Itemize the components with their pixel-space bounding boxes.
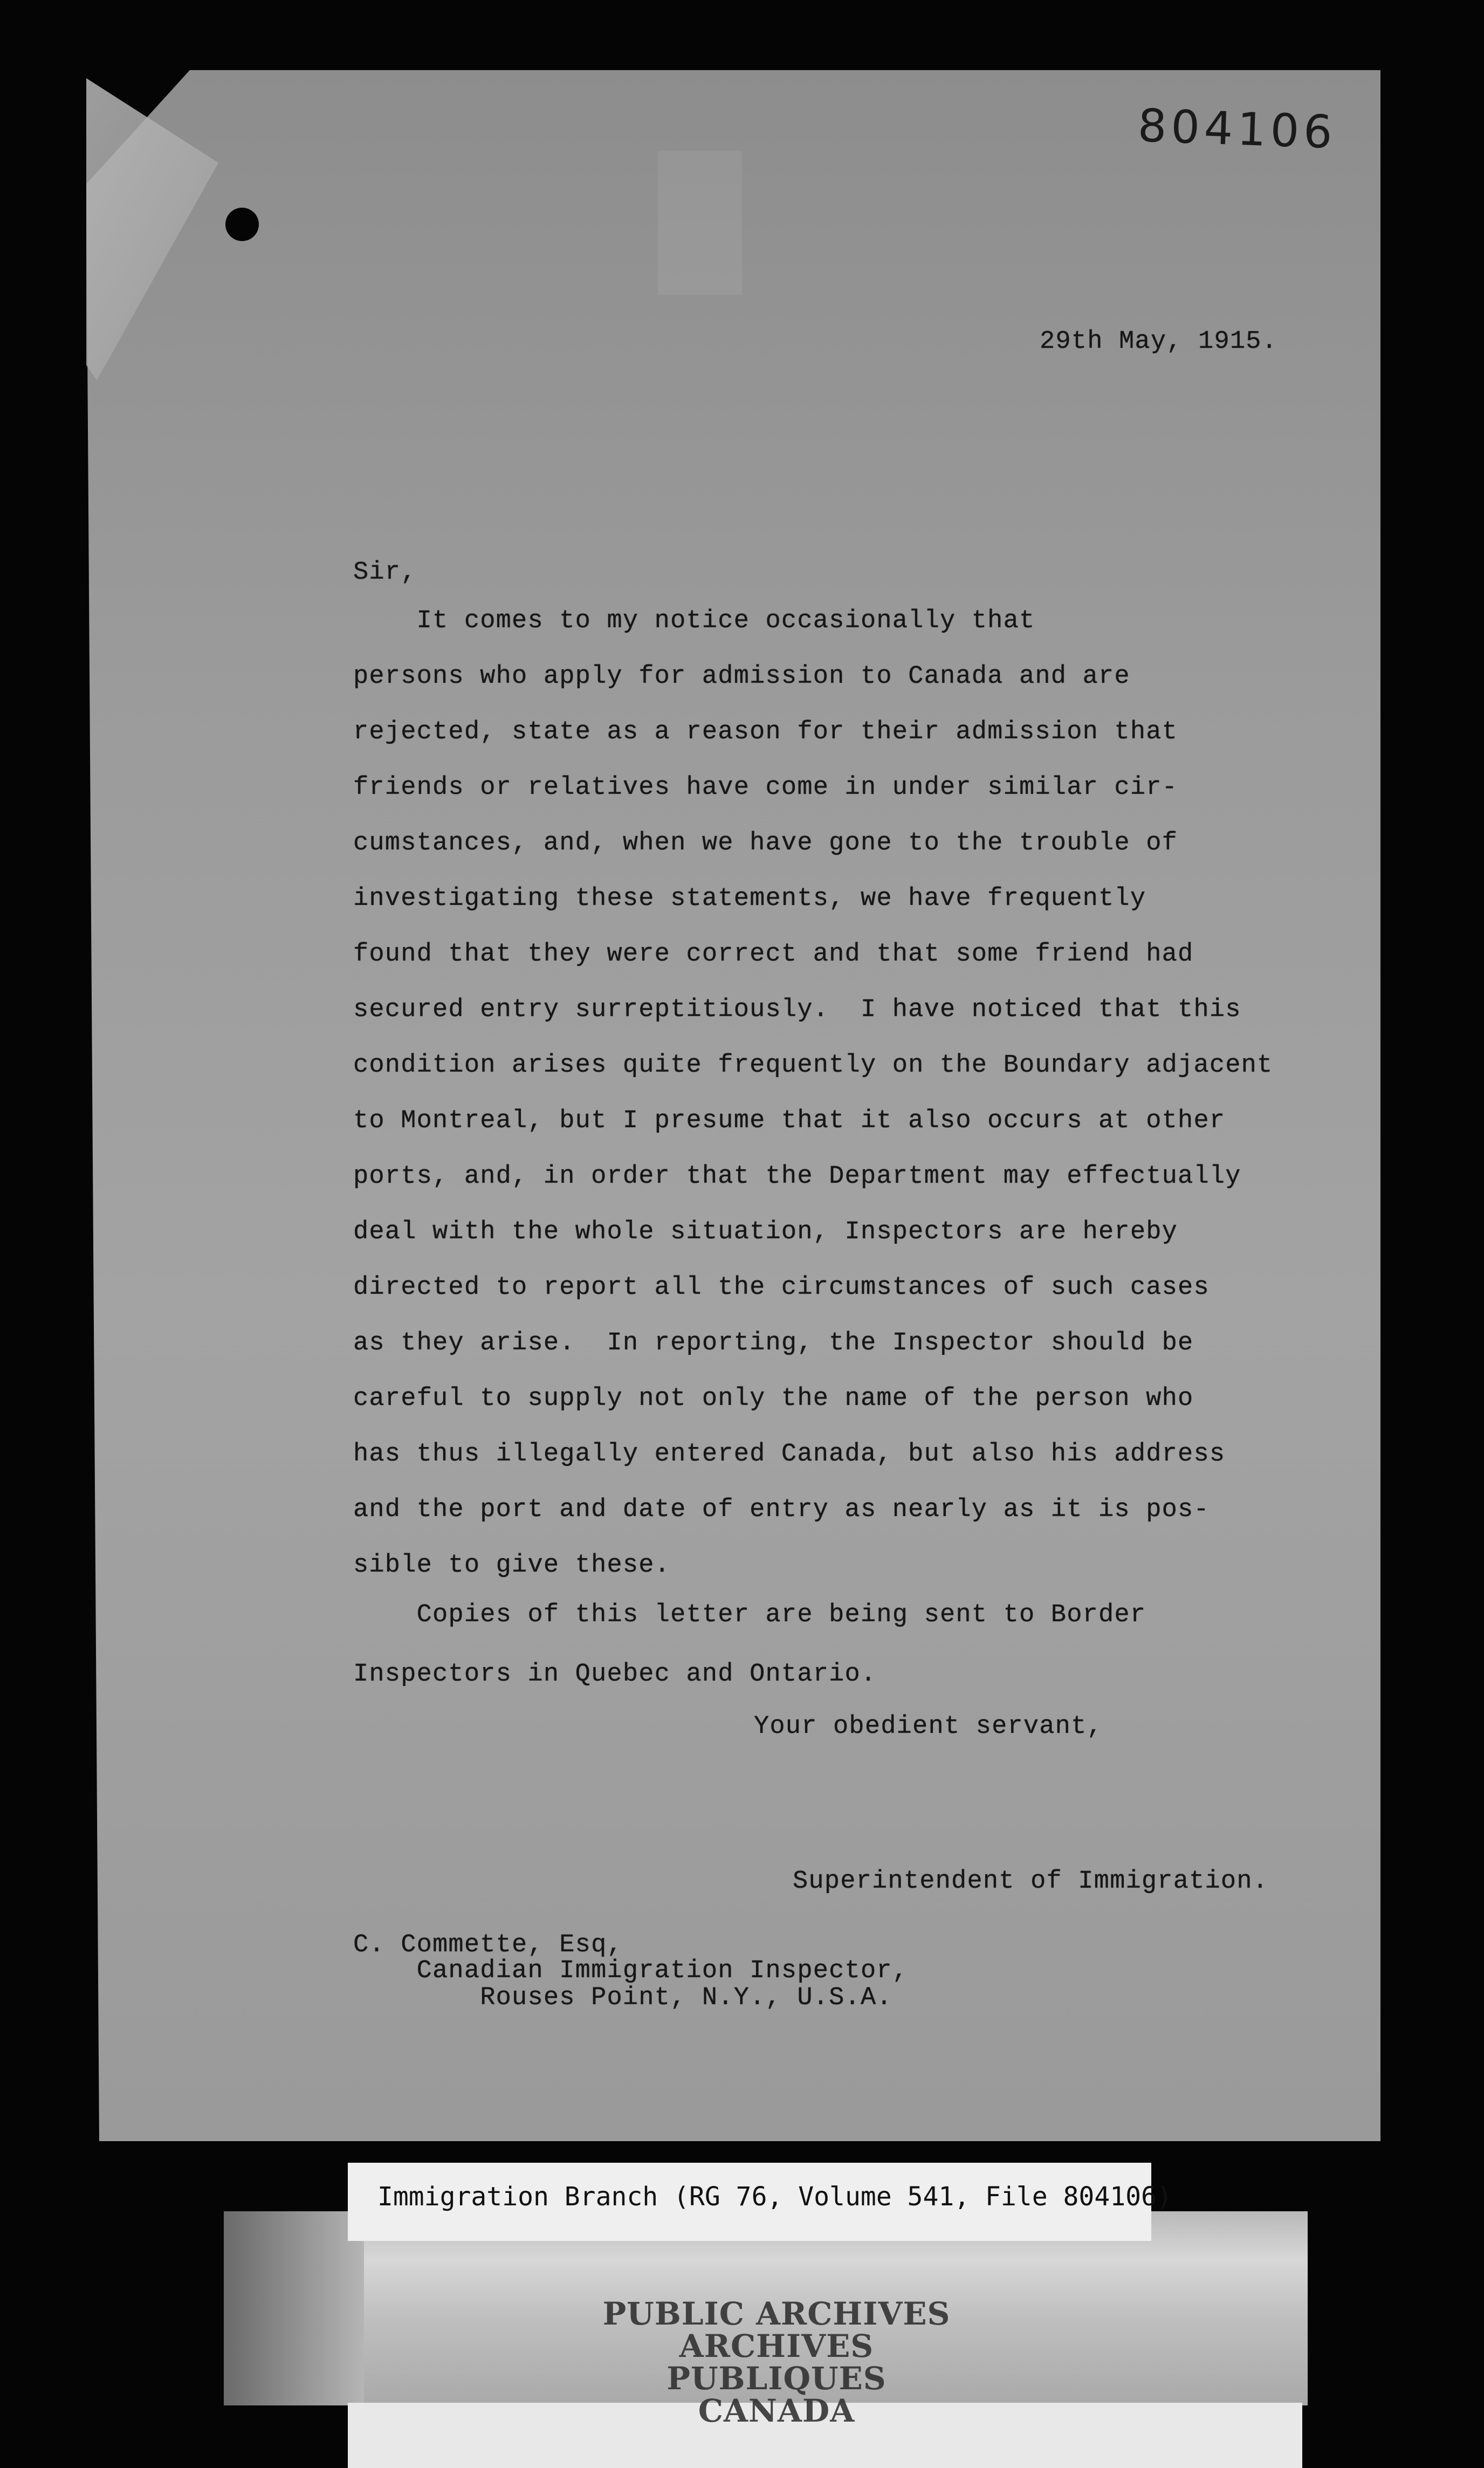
body-line: Copies of this letter are being sent to Border xyxy=(353,1601,1146,1629)
addressee-line: C. Commette, Esq, xyxy=(353,1931,623,1959)
body-line: investigating these statements, we have frequently xyxy=(353,885,1146,913)
body-line: careful to supply not only the name of the person who xyxy=(353,1384,1194,1413)
addressee-line: Rouses Point, N.Y., U.S.A. xyxy=(353,1984,892,2012)
body-line: friends or relatives have come in under similar cir- xyxy=(353,773,1178,802)
watermark-ghost: █ xyxy=(658,153,742,285)
body-line: secured entry surreptitiously. I have noticed that this xyxy=(353,996,1241,1024)
signature-title: Superintendent of Immigration. xyxy=(793,1867,1269,1896)
letter-date: 29th May, 1915. xyxy=(1040,327,1278,356)
letter-page xyxy=(86,70,1380,2141)
archive-label: Immigration Branch (RG 76, Volume 541, File 804106) xyxy=(377,2182,1172,2212)
handwritten-file-number: 804106 xyxy=(1137,99,1338,159)
salutation: Sir, xyxy=(353,558,417,587)
body-line: It comes to my notice occasionally that xyxy=(353,607,1035,635)
body-line: and the port and date of entry as nearly as it is pos- xyxy=(353,1496,1210,1524)
archives-stamp xyxy=(572,2295,981,2429)
stamp-line: CANADA xyxy=(698,2392,855,2429)
body-line: directed to report all the circumstances of such cases xyxy=(353,1273,1210,1302)
punch-hole xyxy=(225,208,259,241)
body-line: sible to give these. xyxy=(353,1551,671,1580)
body-line: ports, and, in order that the Department may effectually xyxy=(353,1162,1241,1191)
body-line: deal with the whole situation, Inspectors are hereby xyxy=(353,1218,1178,1246)
body-line: as they arise. In reporting, the Inspector should be xyxy=(353,1329,1194,1358)
body-line: found that they were correct and that some friend had xyxy=(353,940,1194,969)
body-line: rejected, state as a reason for their admission that xyxy=(353,718,1178,746)
body-line: cumstances, and, when we have gone to the trouble of xyxy=(353,829,1178,858)
stamp-line: PUBLIC ARCHIVES xyxy=(602,2295,951,2332)
body-line: condition arises quite frequently on the Boundary adjacent xyxy=(353,1051,1273,1080)
addressee-line: Canadian Immigration Inspector, xyxy=(353,1957,909,1985)
body-line: has thus illegally entered Canada, but also his address xyxy=(353,1440,1226,1469)
body-line: persons who apply for admission to Canada and are xyxy=(353,662,1130,691)
closing: Your obedient servant, xyxy=(754,1712,1103,1741)
body-line: Inspectors in Quebec and Ontario. xyxy=(353,1660,877,1689)
body-line: to Montreal, but I presume that it also occurs at other xyxy=(353,1107,1226,1135)
stamp-line: ARCHIVES PUBLIQUES xyxy=(667,2328,887,2397)
